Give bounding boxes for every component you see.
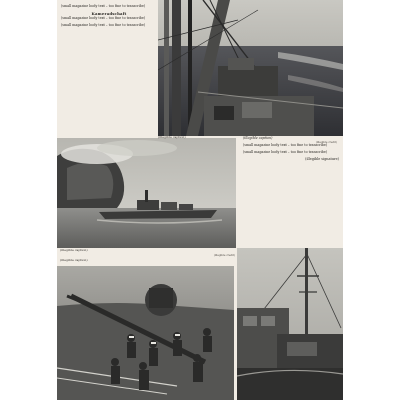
left-paragraph-3: (small magazine body text – too fine to transcribe) <box>61 23 146 28</box>
photo-warship-at-sea <box>57 138 236 248</box>
credit-middle: (illegible credit) <box>213 254 235 257</box>
caption-bottom-left: (illegible caption) <box>60 258 88 262</box>
rigging-illustration <box>237 248 343 400</box>
ship-deck-illustration <box>158 0 343 136</box>
caption-top-right: (illegible caption) <box>158 135 186 139</box>
gun-crew-illustration <box>57 266 234 400</box>
left-paragraph-2: (small magazine body text – too fine to transcribe) <box>61 16 146 21</box>
left-paragraph-1: (small magazine body text – too fine to transcribe) <box>61 4 146 8</box>
caption-middle: (illegible caption) <box>60 248 88 252</box>
warship-illustration <box>57 138 236 248</box>
photo-ship-rigging <box>237 248 343 400</box>
left-text-column <box>61 4 157 30</box>
credit-top-right: (illegible credit) <box>315 141 337 144</box>
right-caption: (illegible caption) <box>243 136 273 140</box>
photo-ship-deck-mast <box>158 0 343 136</box>
photo-gun-crew <box>57 266 234 400</box>
right-paragraph-1: (small magazine body text – too fine to transcribe) <box>243 143 328 148</box>
magazine-page <box>57 0 343 400</box>
section-heading: Kameradschaft <box>91 11 127 17</box>
right-paragraph-2: (small magazine body text – too fine to transcribe) <box>243 150 328 155</box>
author-signature: (illegible signature) <box>305 157 339 162</box>
